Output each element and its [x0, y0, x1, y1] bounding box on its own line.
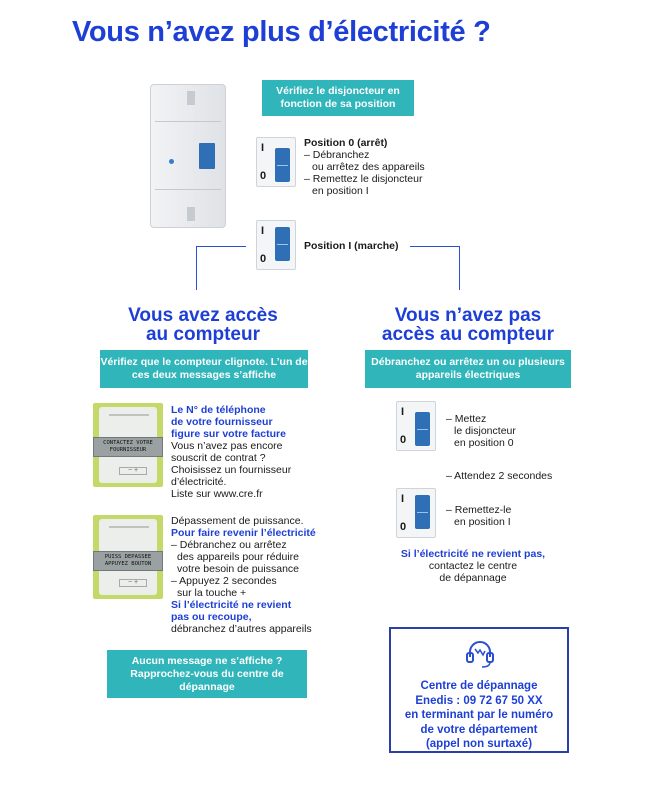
switch-position-0: [256, 137, 296, 187]
left-banner: Vérifiez que le compteur clignote. L’un de ces deux messages s’affiche: [100, 350, 308, 388]
right-heading: Vous n’avez pas accès au compteur: [381, 305, 555, 345]
position0-text: [304, 137, 425, 197]
check-breaker-banner: Vérifiez le disjoncteur en fonction de sa position: [262, 80, 414, 116]
left-heading: Vous avez accès au compteur: [128, 305, 278, 345]
switch-step1: I 0: [396, 401, 436, 451]
meter2-message: Dépassement de puissance. Pour faire revenir l’électricité – Débranchez ou arrêtez des appareils pour réduire votre besoin de puissance – Appuyez 2 secondes sur la touche + Si l’électricité ne revient pas ou recoupe, débranchez d’autres appareils: [171, 515, 316, 635]
switch-lever: [275, 227, 290, 261]
right-step2: – Attendez 2 secondes: [446, 470, 553, 482]
right-step1: – Mettez le disjoncteur en position 0: [446, 413, 516, 449]
position1-heading: Position I (marche): [304, 240, 399, 252]
switch-position-1: [256, 220, 296, 270]
page-title: Vous n’avez plus d’électricité ?: [72, 16, 491, 48]
switch-label-one: I: [261, 225, 265, 237]
headset-icon: [463, 639, 497, 669]
switch-lever: [275, 148, 290, 182]
contact-box: [389, 627, 569, 753]
switch-step3: I 0: [396, 488, 436, 538]
breaker-slot-top: [187, 91, 195, 105]
position0-heading: Position 0 (arrêt): [304, 137, 388, 149]
breaker-slot-bottom: [187, 207, 195, 221]
breaker-illustration: [150, 84, 226, 228]
connector-right: [410, 246, 460, 290]
contact-text: Centre de dépannage Enedis : 09 72 67 50 XX en terminant par le numéro de votre département (appel non surtaxé): [404, 680, 554, 750]
meter-keys: − +: [119, 579, 147, 587]
right-banner: Débranchez ou arrêtez un ou plusieurs appareils électriques: [365, 350, 571, 388]
meter-screen: CONTACTEZ VOTRE FOURNISSEUR: [93, 437, 163, 457]
position0-line4: en position I: [312, 185, 369, 197]
position0-line2: ou arrêtez des appareils: [312, 161, 425, 173]
meter1-message: Le N° de téléphone de votre fournisseur figure sur votre facture Vous n’avez pas encore souscrit de contrat ? Choisissez un fournisseur d’électricité. Liste sur www.cre.fr: [171, 404, 292, 500]
meter-illustration-2: [93, 515, 163, 599]
breaker-divider: [155, 121, 221, 122]
meter-screen: PUISS DEPASSEE APPUYEZ BOUTON: [93, 551, 163, 571]
breaker-lever: [199, 143, 215, 169]
switch-label-one: I: [261, 142, 265, 154]
breaker-divider: [155, 189, 221, 190]
position0-line1: – Débranchez: [304, 149, 370, 161]
right-step3: – Remettez-le en position I: [446, 504, 512, 528]
no-message-banner: Aucun message ne s’affiche ? Rapprochez-vous du centre de dépannage: [107, 650, 307, 698]
switch-label-zero: 0: [260, 170, 267, 182]
connector-left: [196, 246, 246, 290]
switch-label-zero: 0: [260, 253, 267, 265]
position0-line3: – Remettez le disjoncteur: [304, 173, 423, 185]
right-note: Si l’électricité ne revient pas, contactez le centre de dépannage: [400, 548, 546, 584]
breaker-led: [169, 159, 174, 164]
meter-illustration-1: [93, 403, 163, 487]
meter-keys: − +: [119, 467, 147, 475]
